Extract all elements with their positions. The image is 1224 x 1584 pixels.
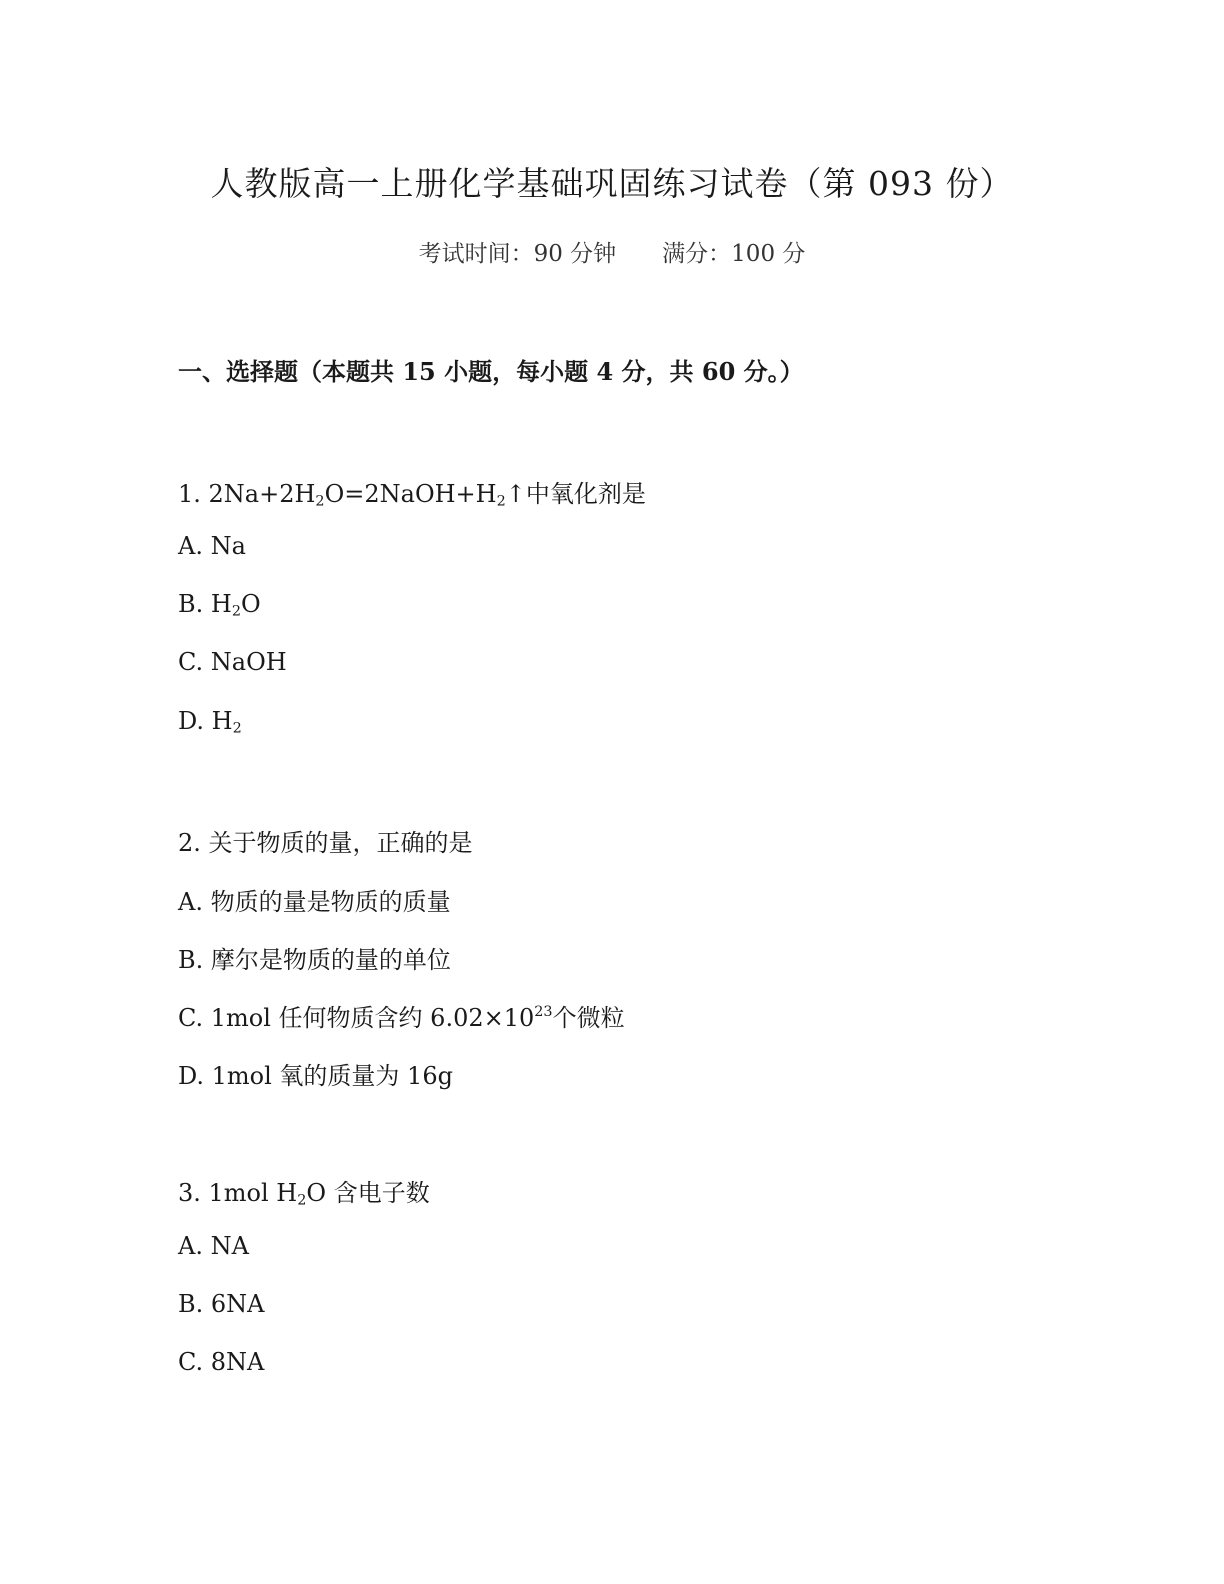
- question-2-option-b: B. 摩尔是物质的量的单位: [178, 946, 451, 974]
- question-1-option-d: D. $H_2$: [178, 707, 242, 737]
- question-2-option-c: C. 1mol 任何物质含约 $6.02\times 10^{23}$个微粒: [178, 1003, 625, 1032]
- question-3-option-b: B. 6NA: [178, 1290, 265, 1318]
- question-1-option-b: B. $H_2O$: [178, 590, 261, 620]
- question-2-option-a: A. 物质的量是物质的质量: [178, 888, 451, 916]
- section-heading: 一、选择题（本题共 15 小题，每小题 4 分，共 60 分。）: [178, 357, 804, 386]
- question-1-option-c: C. NaOH: [178, 648, 287, 676]
- exam-info: 考试时间：90 分钟 满分：100 分: [418, 241, 806, 267]
- question-1-stem: 1. $2Na+2H_2O=2NaOH+H_2↑$中氧化剂是: [178, 480, 646, 510]
- question-3-stem: 3. 1mol $H_2O$ 含电子数: [178, 1179, 430, 1209]
- question-1-option-a: A. Na: [178, 532, 246, 560]
- question-3-option-a: A. NA: [178, 1232, 249, 1260]
- question-2-option-d: D. 1mol 氧的质量为 16g: [178, 1062, 453, 1090]
- question-2-stem: 2. 关于物质的量，正确的是: [178, 829, 473, 857]
- exam-title: 人教版高一上册化学基础巩固练习试卷（第 093 份）: [210, 164, 1014, 203]
- question-3-option-c: C. 8NA: [178, 1348, 265, 1376]
